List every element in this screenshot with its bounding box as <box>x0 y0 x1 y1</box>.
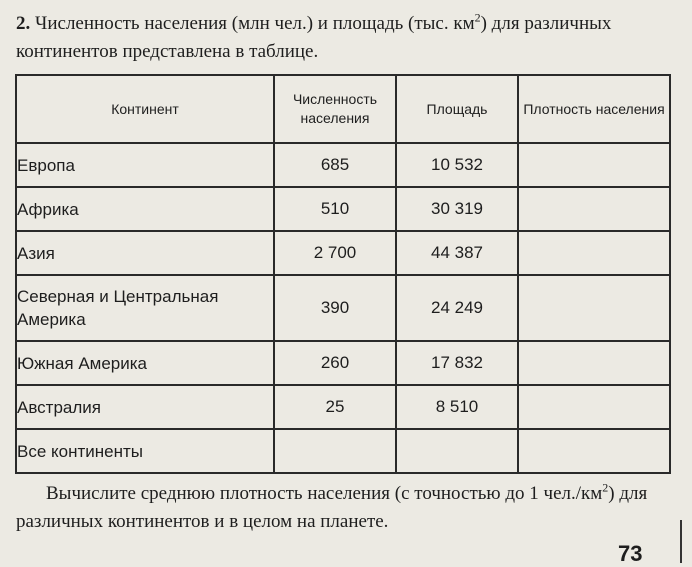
question-part1: Вычислите среднюю плотность населения (с точностью до 1 чел./км <box>46 483 603 504</box>
task-text-part2: ) для различных континентов представлена в таблице. <box>16 13 612 62</box>
question-part2: ) для различных континентов и в целом на планете. <box>16 483 648 532</box>
table-row-total <box>16 429 670 473</box>
cell-density[interactable] <box>518 341 670 385</box>
cell-density[interactable] <box>518 275 670 341</box>
table-row <box>16 275 670 341</box>
table-header-row <box>16 75 670 143</box>
task-number: 2. <box>16 13 31 34</box>
cell-population: 2 700 <box>274 231 396 275</box>
question-text <box>16 480 686 536</box>
cell-area: 30 319 <box>396 187 518 231</box>
table-row <box>16 143 670 187</box>
cell-area: 24 249 <box>396 275 518 341</box>
question-superscript: 2 <box>602 480 609 495</box>
table-row <box>16 187 670 231</box>
cell-continent: Все континенты <box>16 429 274 473</box>
page-edge-rule <box>680 520 682 563</box>
table-row <box>16 231 670 275</box>
cell-density[interactable] <box>518 385 670 429</box>
cell-continent: Азия <box>16 231 274 275</box>
cell-area: 44 387 <box>396 231 518 275</box>
cell-area: 8 510 <box>396 385 518 429</box>
cell-density[interactable] <box>518 231 670 275</box>
cell-population: 390 <box>274 275 396 341</box>
cell-population: 260 <box>274 341 396 385</box>
cell-density[interactable] <box>518 143 670 187</box>
task-superscript: 2 <box>474 10 481 25</box>
task-text-part1: Численность населения (млн чел.) и площадь (тыс. км <box>35 13 475 34</box>
header-density: Плотность населения <box>518 75 670 143</box>
cell-continent: Австралия <box>16 385 274 429</box>
cell-population[interactable] <box>274 429 396 473</box>
cell-population: 510 <box>274 187 396 231</box>
cell-population: 685 <box>274 143 396 187</box>
cell-continent: Африка <box>16 187 274 231</box>
cell-continent: Южная Америка <box>16 341 274 385</box>
cell-area[interactable] <box>396 429 518 473</box>
population-table <box>15 74 671 474</box>
header-continent: Континент <box>16 75 274 143</box>
cell-density[interactable] <box>518 429 670 473</box>
header-population: Численность населения <box>274 75 396 143</box>
table-row <box>16 341 670 385</box>
cell-area: 10 532 <box>396 143 518 187</box>
cell-area: 17 832 <box>396 341 518 385</box>
task-statement <box>16 10 680 66</box>
cell-density[interactable] <box>518 187 670 231</box>
table-row <box>16 385 670 429</box>
cell-population: 25 <box>274 385 396 429</box>
cell-continent: Северная и Центральная Америка <box>16 275 274 341</box>
cell-continent: Европа <box>16 143 274 187</box>
header-area: Площадь <box>396 75 518 143</box>
page-number: 73 <box>618 541 643 566</box>
